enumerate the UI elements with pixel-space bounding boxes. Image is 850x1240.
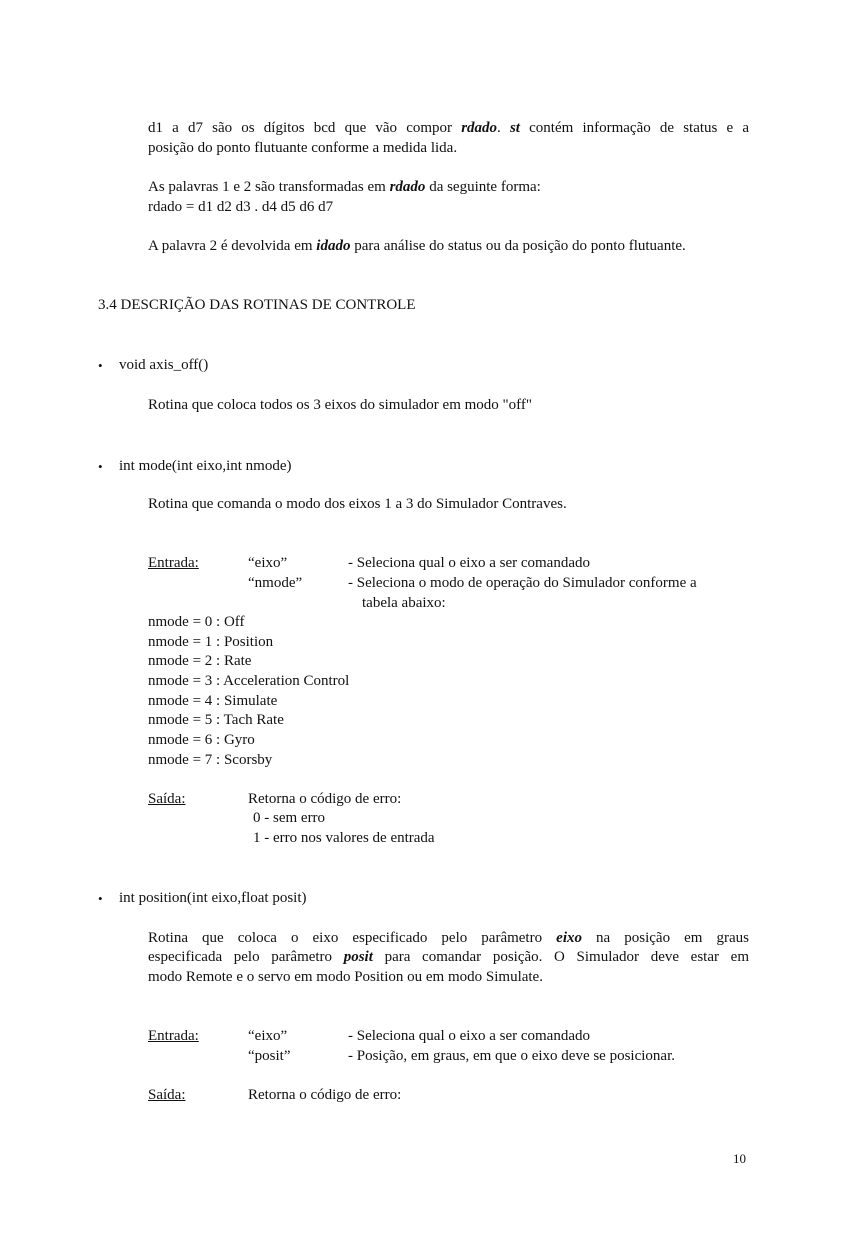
entrada-label: Entrada: xyxy=(148,555,199,571)
saida-text: Retorna o código de erro: xyxy=(248,791,402,807)
var-eixo: eixo xyxy=(556,930,582,946)
param-name: “posit” xyxy=(248,1048,291,1064)
intro-line-2: posição do ponto flutuante conforme a medida lida. xyxy=(148,140,458,156)
mode-table-row: nmode = 4 : Simulate xyxy=(148,693,278,709)
position-description-line-2: especificada pelo parâmetro posit para comandar posição. O Simulador deve estar em xyxy=(148,949,749,965)
var-idado: idado xyxy=(316,238,351,254)
mode-table-row: nmode = 1 : Position xyxy=(148,634,274,650)
formula-line: rdado = d1 d2 d3 . d4 d5 d6 d7 xyxy=(148,199,334,215)
var-rdado: rdado xyxy=(389,179,426,195)
param-name: “nmode” xyxy=(248,575,303,591)
axis-off-description: Rotina que coloca todos os 3 eixos do simulador em modo "off" xyxy=(148,397,533,413)
mode-table-row: nmode = 6 : Gyro xyxy=(148,732,255,748)
param-name: “eixo” xyxy=(248,1028,288,1044)
error-code: 0 - sem erro xyxy=(253,810,326,826)
bullet-icon: • xyxy=(98,891,103,906)
function-signature-position: int position(int eixo,float posit) xyxy=(119,890,307,906)
param-desc: - Seleciona qual o eixo a ser comandado xyxy=(348,555,590,571)
param-name: “eixo” xyxy=(248,555,288,571)
var-rdado: rdado xyxy=(461,120,498,136)
entrada-label: Entrada: xyxy=(148,1028,199,1044)
param-desc: - Posição, em graus, em que o eixo deve se posicionar. xyxy=(348,1048,675,1064)
mode-description: Rotina que comanda o modo dos eixos 1 a 3 do Simulador Contraves. xyxy=(148,496,567,512)
page-number: 10 xyxy=(733,1151,746,1166)
var-st: st xyxy=(509,120,520,136)
position-description-line-3: modo Remote e o servo em modo Position ou em modo Simulate. xyxy=(148,969,543,985)
saida-text: Retorna o código de erro: xyxy=(248,1087,402,1103)
mode-table-row: nmode = 2 : Rate xyxy=(148,653,252,669)
saida-label: Saída: xyxy=(148,791,186,807)
section-title: 3.4 DESCRIÇÃO DAS ROTINAS DE CONTROLE xyxy=(98,297,416,313)
position-description-line-1: Rotina que coloca o eixo especificado pelo parâmetro eixo na posição em graus xyxy=(148,930,750,946)
intro-line-3: As palavras 1 e 2 são transformadas em rdado da seguinte forma: xyxy=(148,179,541,195)
bullet-icon: • xyxy=(98,459,103,474)
param-desc: - Seleciona qual o eixo a ser comandado xyxy=(348,1028,590,1044)
function-signature-mode: int mode(int eixo,int nmode) xyxy=(119,458,292,474)
intro-line-1: d1 a d7 são os dígitos bcd que vão compor rdado. st contém informação de status e a xyxy=(148,120,750,136)
mode-table-row: nmode = 7 : Scorsby xyxy=(148,752,273,768)
bullet-icon: • xyxy=(98,358,103,373)
param-desc-continuation: tabela abaixo: xyxy=(362,595,446,611)
error-code: 1 - erro nos valores de entrada xyxy=(253,830,435,846)
mode-table-row: nmode = 5 : Tach Rate xyxy=(148,712,284,728)
intro-line-5: A palavra 2 é devolvida em idado para análise do status ou da posição do ponto flutuante. xyxy=(148,238,686,254)
param-desc: - Seleciona o modo de operação do Simulador conforme a xyxy=(348,575,697,591)
function-signature-axis-off: void axis_off() xyxy=(119,357,209,373)
var-posit: posit xyxy=(343,949,373,965)
saida-label: Saída: xyxy=(148,1087,186,1103)
mode-table-row: nmode = 3 : Acceleration Control xyxy=(148,673,350,689)
mode-table-row: nmode = 0 : Off xyxy=(148,614,245,630)
